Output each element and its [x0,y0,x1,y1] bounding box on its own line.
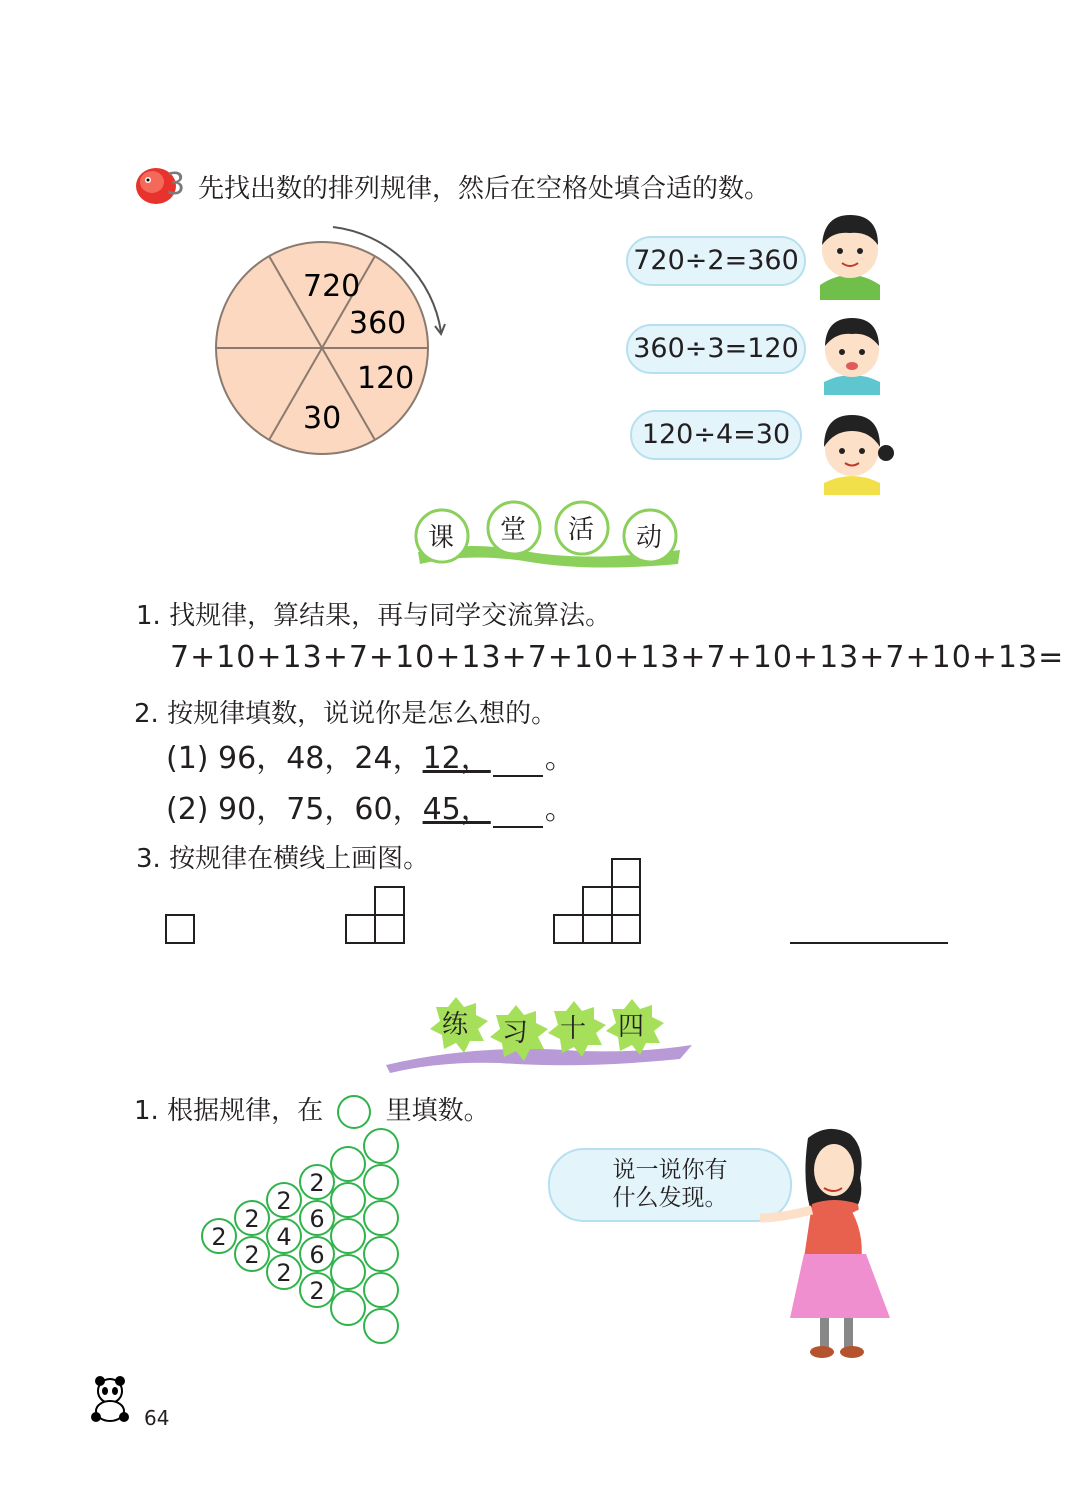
question-text-after: 里填数。 [385,1096,490,1126]
triangle-number: 2 [211,1223,227,1251]
banner-char: 课 [428,523,455,553]
row-values: 96，48，24， [218,741,423,776]
circle-icon [337,1095,371,1129]
wheel-number: 120 [357,361,415,396]
boy-avatar [812,310,892,395]
square-figure-3 [554,859,640,943]
question-1 [136,595,611,632]
banner-char: 四 [618,1012,645,1042]
row-end: 。 [544,741,575,776]
example-number: 3 [166,167,186,202]
row-label: (2) [166,792,209,827]
question-text-before: 根据规律，在 [167,1096,324,1126]
panda-icon [88,1375,138,1425]
question-text: 按规律填数，说说你是怎么想的。 [167,699,558,729]
exercise-banner [380,995,700,1080]
question-2 [134,693,557,730]
example-number-icon [132,158,196,208]
square-figure-2 [346,887,404,943]
girl-avatar [812,405,897,495]
page-number: 64 [144,1406,170,1430]
exercise-question-1 [134,1090,490,1129]
triangle-number: 4 [276,1223,292,1251]
example-instruction: 先找出数的排列规律，然后在空格处填合适的数。 [198,174,771,204]
row-end: 。 [544,792,575,827]
answer-blank[interactable] [493,745,543,777]
sum-expression: 7+10+13+7+10+13+7+10+13+7+10+13+7+10+13= [170,640,1065,675]
number-triangle [195,1125,410,1355]
triangle-number: 6 [309,1205,325,1233]
row-label: (1) [166,741,209,776]
banner-char: 活 [568,515,595,545]
wheel-number: 30 [303,401,342,436]
banner-char: 十 [560,1014,587,1044]
banner-char: 动 [636,523,663,553]
triangle-number: 6 [309,1241,325,1269]
sequence-row-1 [166,733,575,777]
wheel-number: 360 [349,306,407,341]
triangle-number: 2 [276,1187,292,1215]
triangle-number: 2 [276,1259,292,1287]
triangle-number: 2 [244,1205,260,1233]
question-number: 1. [136,601,161,631]
equation-bubble: 720÷2=360 [626,236,806,286]
equation-bubble: 120÷4=30 [630,410,802,460]
teacher-speech-bubble: 说一说你有 什么发现。 [548,1148,792,1222]
row-values: 90，75，60， [218,792,423,827]
triangle-number: 2 [309,1277,325,1305]
equation-bubble: 360÷3=120 [626,324,806,374]
sequence-row-2 [166,784,575,828]
triangle-number: 2 [244,1241,260,1269]
question-number: 3. [136,844,161,874]
given-answer: 12， [422,741,491,776]
boy-avatar [810,205,890,300]
banner-char: 堂 [500,515,527,545]
question-text: 按规律在横线上画图。 [169,844,430,874]
triangle-number: 2 [309,1169,325,1197]
activity-banner [410,500,685,575]
banner-char: 练 [442,1010,469,1040]
number-wheel [205,220,455,470]
teacher-illustration [740,1118,910,1368]
square-figure-1 [166,915,194,943]
wheel-number: 720 [303,269,361,304]
banner-char: 习 [502,1018,529,1048]
question-text: 找规律，算结果，再与同学交流算法。 [169,601,612,631]
question-number: 2. [134,699,159,729]
answer-blank[interactable] [493,796,543,828]
question-number: 1. [134,1096,159,1126]
given-answer: 45， [422,792,491,827]
square-pattern [160,855,960,950]
